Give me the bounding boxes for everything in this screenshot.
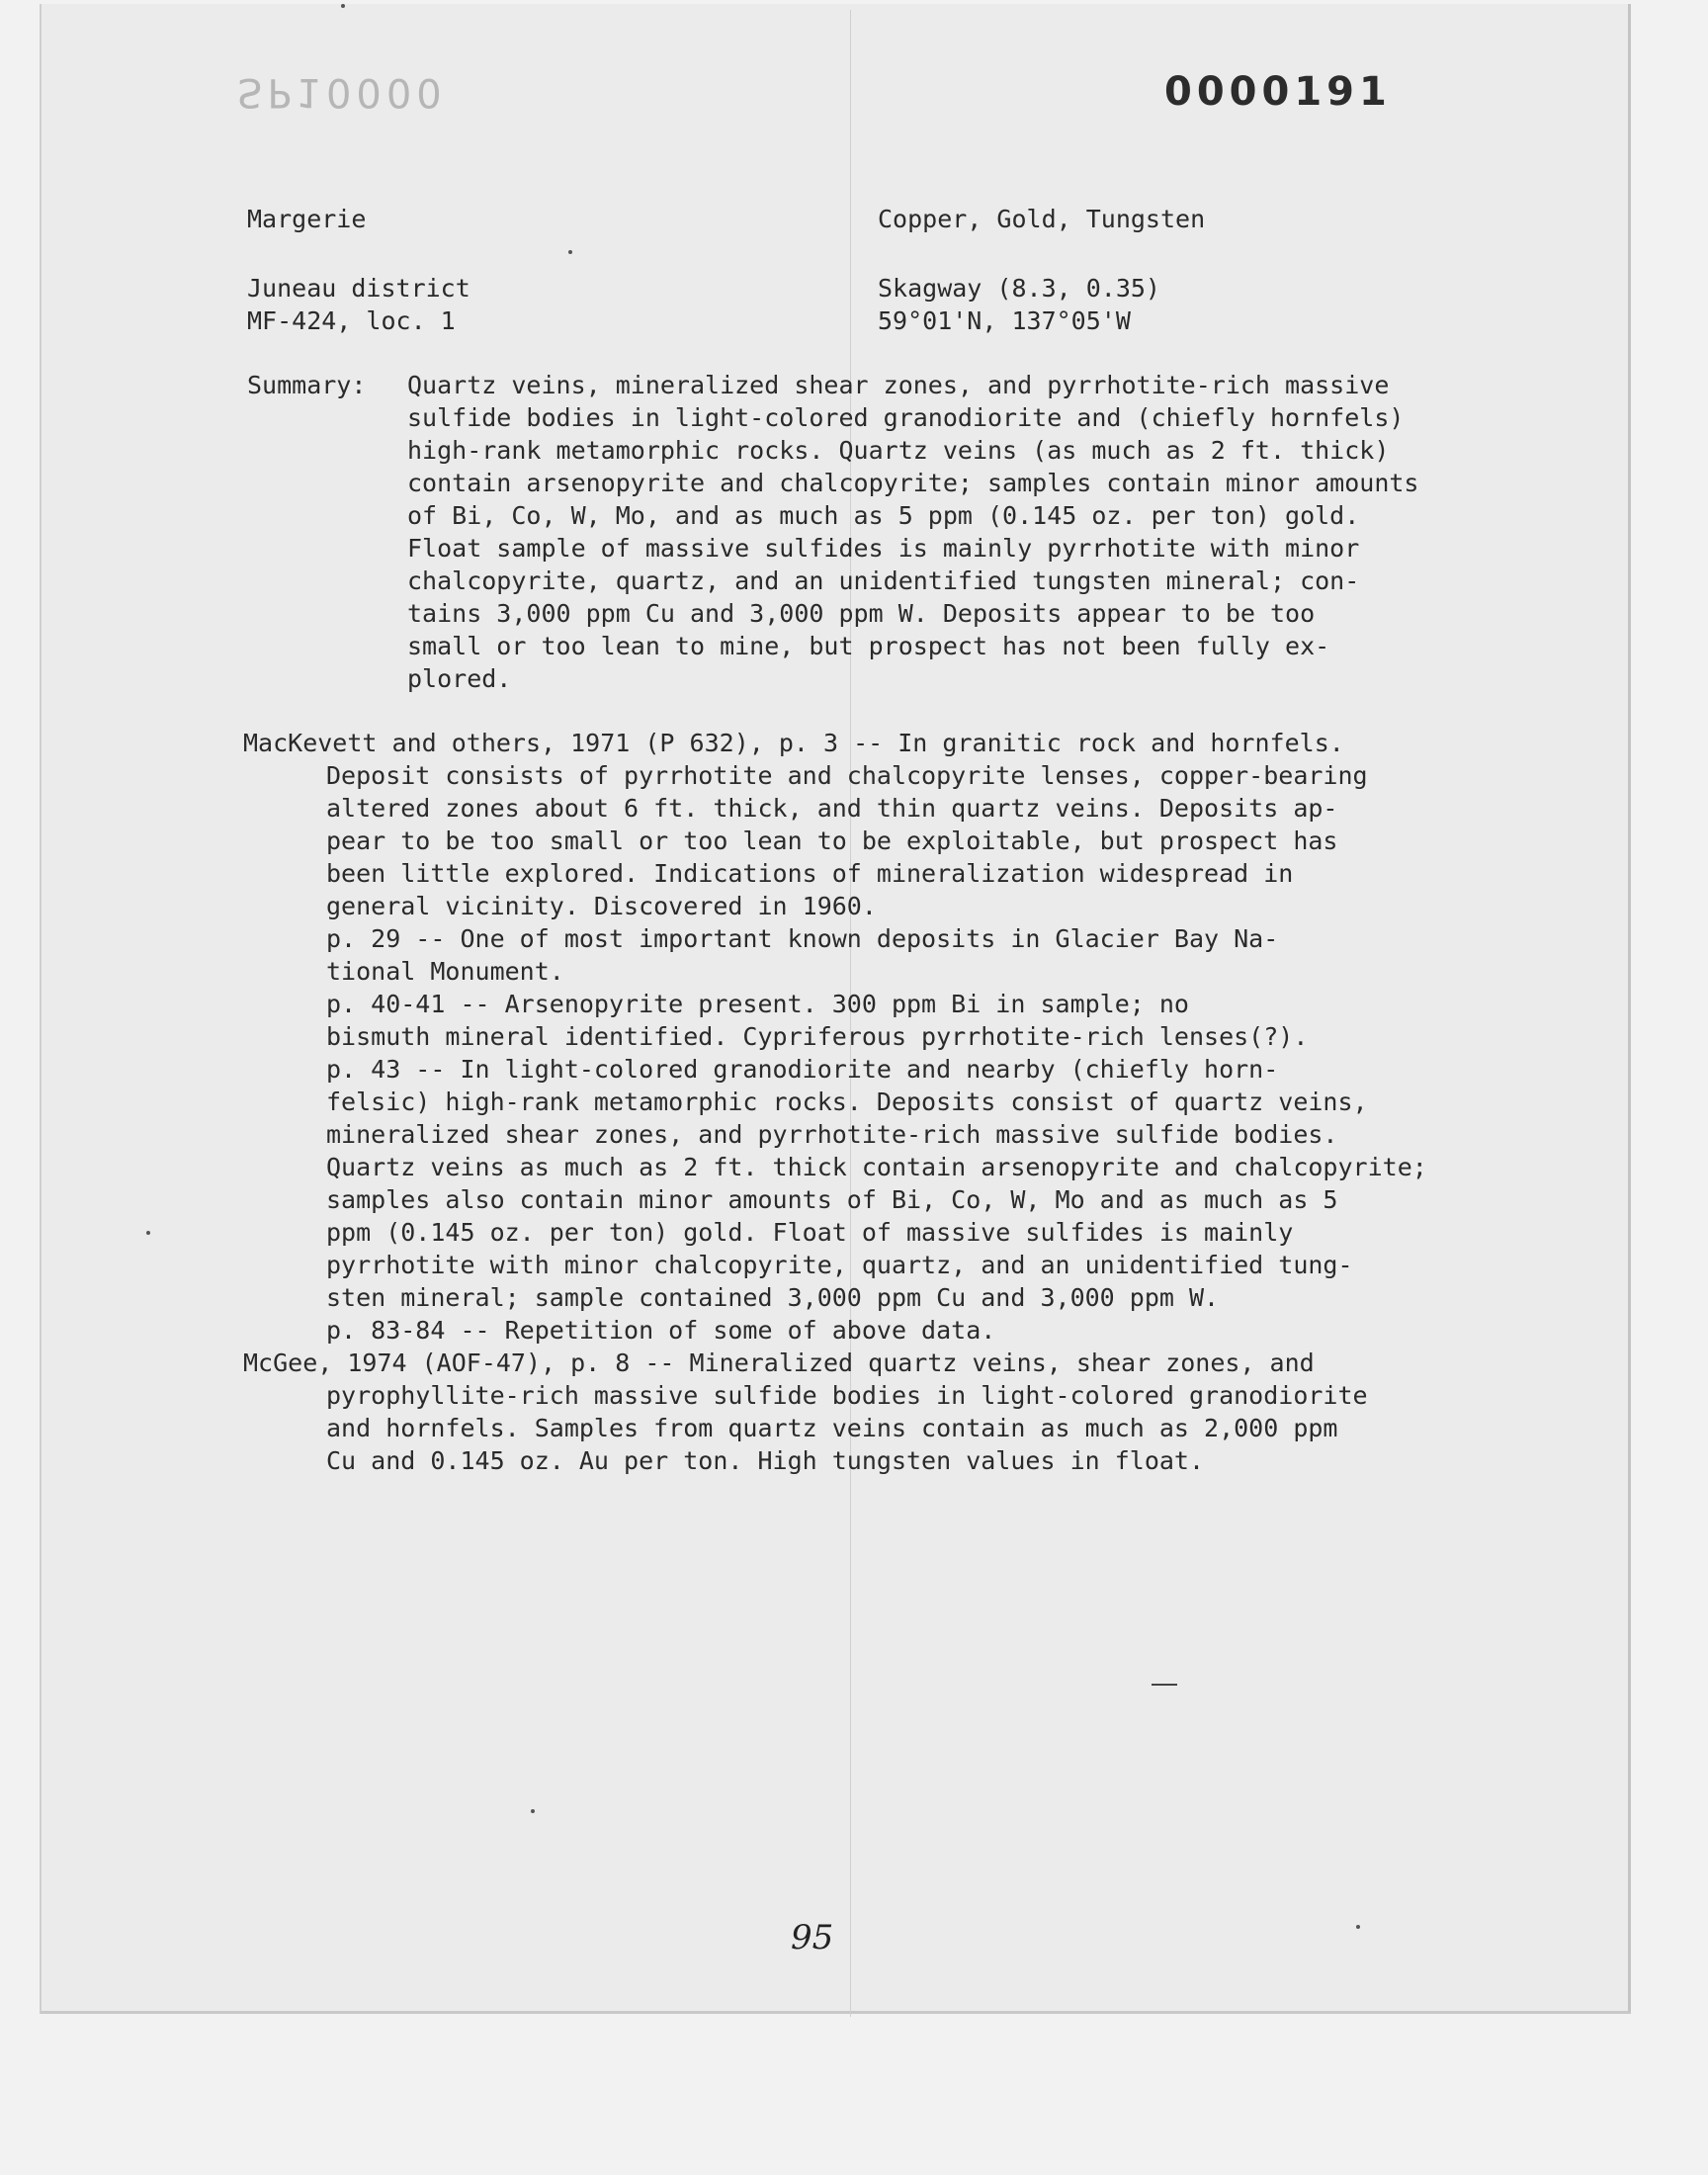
deposit-name: Margerie	[247, 205, 367, 233]
commodities: Copper, Gold, Tungsten	[878, 205, 1206, 233]
stray-mark	[1152, 1684, 1177, 1686]
reference-p43: p. 43 -- In light-colored granodiorite and nearby (chiefly horn- felsic) high-rank metamorphic rocks. Deposits consist of quartz veins, mineralized shear zones, and pyrrhotite-rich massive sulfide bodies. Quartz veins as much as 2 ft. thick contain arsenopyrite and chalcopyrite; samples also contain minor amounts of Bi, Co, W, Mo and as much as 5 ppm (0.145 oz. per ton) gold. Float of massive sulfides is mainly pyrrhotite with minor chalcopyrite, quartz, and an unidentified tung- sten mineral; sample contained 3,000 ppm Cu and 3,000 ppm W.	[326, 1055, 1427, 1312]
map-reference: MF-424, loc. 1	[247, 306, 456, 335]
speck	[568, 250, 572, 254]
reference-p83-84: p. 83-84 -- Repetition of some of above data.	[326, 1316, 996, 1345]
speck	[341, 4, 345, 8]
speck	[146, 1231, 150, 1235]
stamp-number: 0000191	[1164, 69, 1392, 115]
summary-label: Summary:	[247, 371, 367, 399]
faint-stamp-number: SP10000	[237, 69, 447, 115]
district: Juneau district	[247, 274, 470, 303]
speck	[1356, 1925, 1360, 1929]
reference-p40-41: p. 40-41 -- Arsenopyrite present. 300 ppm Bi in sample; no bismuth mineral identified. Cypriferous pyrrhotite-rich lenses(?).	[326, 990, 1309, 1051]
coordinates: 59°01'N, 137°05'W	[878, 306, 1131, 335]
speck	[531, 1809, 535, 1813]
quadrangle: Skagway (8.3, 0.35)	[878, 274, 1160, 303]
reference-mackevett: MacKevett and others, 1971 (P 632), p. 3 -- In granitic rock and hornfels. Deposit consists of pyrrhotite and chalcopyrite lenses, copper-bearing altered zones about 6 ft. thick, and thin quartz veins. Deposits ap- pear to be too small or too lean to be exploitable, but prospect has been little explored. Indications of mineralization widespread in general vicinity. Discovered in 1960.	[243, 729, 1368, 920]
reference-mcgee: McGee, 1974 (AOF-47), p. 8 -- Mineralized quartz veins, shear zones, and pyrophyllite-rich massive sulfide bodies in light-colored granodiorite and hornfels. Samples from quartz veins contain as much as 2,000 ppm Cu and 0.145 oz. Au per ton. High tungsten values in float.	[243, 1348, 1368, 1475]
handwritten-page-number: 95	[791, 1918, 834, 1958]
summary-text: Quartz veins, mineralized shear zones, and pyrrhotite-rich massive sulfide bodies in light-colored granodiorite and (chiefly hornfels) high-rank metamorphic rocks. Quartz veins (as much as 2 ft. thick) contain arsenopyrite and chalcopyrite; samples contain minor amounts of Bi, Co, W, Mo, and as much as 5 ppm (0.145 oz. per ton) gold. Float sample of massive sulfides is mainly pyrrhotite with minor chalcopyrite, quartz, and an unidentified tungsten mineral; con- tains 3,000 ppm Cu and 3,000 ppm W. Deposits appear to be too small or too lean to mine, but prospect has not been fully ex- plored.	[407, 371, 1419, 693]
reference-p29: p. 29 -- One of most important known deposits in Glacier Bay Na- tional Monument.	[326, 924, 1279, 986]
